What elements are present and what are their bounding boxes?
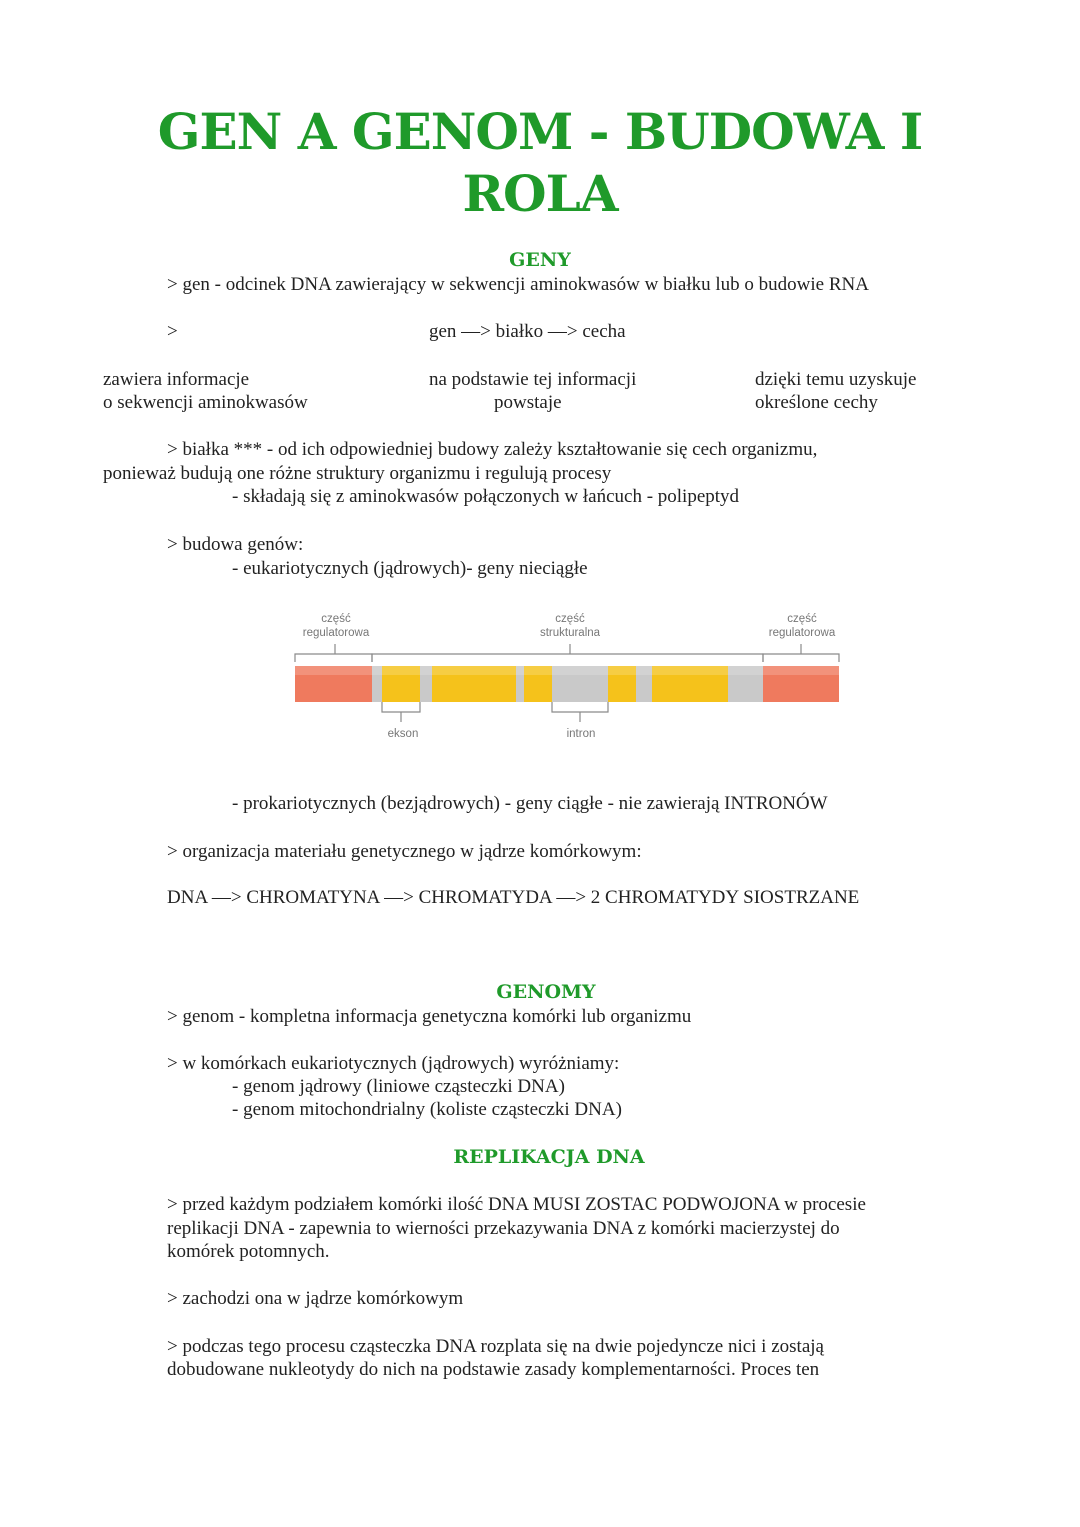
label-structural-1: część (555, 613, 585, 625)
proteins-line1: > białka *** - od ich odpowiedniej budowy zależy kształtowanie się cech organizmu, (167, 439, 818, 460)
flow-col1-line2: o sekwencji aminokwasów (103, 392, 308, 413)
page-title-line2: ROLA (462, 164, 618, 223)
mitochondrial-genome: - genom mitochondrialny (koliste cząsteczki DNA) (232, 1099, 622, 1120)
section-heading-replikacja: REPLIKACJA DNA (453, 1146, 645, 1168)
section-heading-geny: GENY (509, 249, 571, 271)
flow-col3-line1: dzięki temu uzyskuje (755, 369, 917, 390)
genome-definition: > genom - kompletna informacja genetyczna komórki lub organizmu (167, 1006, 692, 1027)
replication-p1-line3: komórek potomnych. (167, 1241, 330, 1262)
label-regulatory-right-1: część (787, 613, 817, 625)
replication-p1-line1: > przed każdym podziałem komórki ilość DNA MUSI ZOSTAC PODWOJONA w procesie (167, 1194, 866, 1215)
gene-structure-diagram (290, 636, 850, 726)
eukaryotic-genomes: > w komórkach eukariotycznych (jądrowych) wyróżniamy: (167, 1053, 620, 1074)
flow-col2-line1: na podstawie tej informacji (429, 369, 637, 390)
flow-col3-line2: określone cechy (755, 392, 878, 413)
replication-location: > zachodzi ona w jądrze komórkowym (167, 1288, 464, 1309)
genetic-material-organization: > organizacja materiału genetycznego w jądrze komórkowym: (167, 841, 642, 862)
prokaryotic-genes: - prokariotycznych (bezjądrowych) - geny ciągłe - nie zawierają INTRONÓW (232, 793, 828, 814)
replication-p1-line2: replikacji DNA - zapewnia to wierności przekazywania DNA z komórki macierzystej do (167, 1218, 840, 1239)
section-heading-genomy: GENOMY (496, 981, 596, 1003)
flow-col2-line2: powstaje (494, 392, 562, 413)
label-intron: intron (566, 728, 596, 740)
flow-col1-line1: zawiera informacje (103, 369, 250, 390)
proteins-line2: ponieważ budują one różne struktury organizmu i regulują procesy (103, 463, 612, 484)
replication-p3-line1: > podczas tego procesu cząsteczka DNA rozplata się na dwie pojedyncze nici i zostają (167, 1336, 824, 1357)
label-regulatory-left-1: część (321, 613, 351, 625)
label-regulatory-left-2: regulatorowa (302, 627, 370, 639)
label-structural-2: strukturalna (539, 627, 601, 639)
page-title-line1: GEN A GENOM - BUDOWA I (157, 102, 923, 161)
flow-marker: > (167, 321, 178, 342)
gene-protein-trait-flow: gen —> białko —> cecha (429, 321, 626, 342)
nuclear-genome: - genom jądrowy (liniowe cząsteczki DNA) (232, 1076, 565, 1097)
eukaryotic-genes: - eukariotycznych (jądrowych)- geny nieciągłe (232, 558, 588, 579)
bar-highlight (295, 666, 839, 675)
gene-definition: > gen - odcinek DNA zawierający w sekwencji aminokwasów w białku lub o budowie RNA (167, 274, 869, 295)
label-exon: ekson (387, 728, 419, 740)
proteins-line3: - składają się z aminokwasów połączonych w łańcuch - polipeptyd (232, 486, 740, 507)
label-regulatory-right-2: regulatorowa (768, 627, 836, 639)
replication-p3-line2: dobudowane nukleotydy do nich na podstawie zasady komplementarności. Proces ten (167, 1359, 820, 1380)
dna-chromatin-chain: DNA —> CHROMATYNA —> CHROMATYDA —> 2 CHROMATYDY SIOSTRZANE (167, 887, 860, 908)
gene-structure-heading: > budowa genów: (167, 534, 304, 555)
